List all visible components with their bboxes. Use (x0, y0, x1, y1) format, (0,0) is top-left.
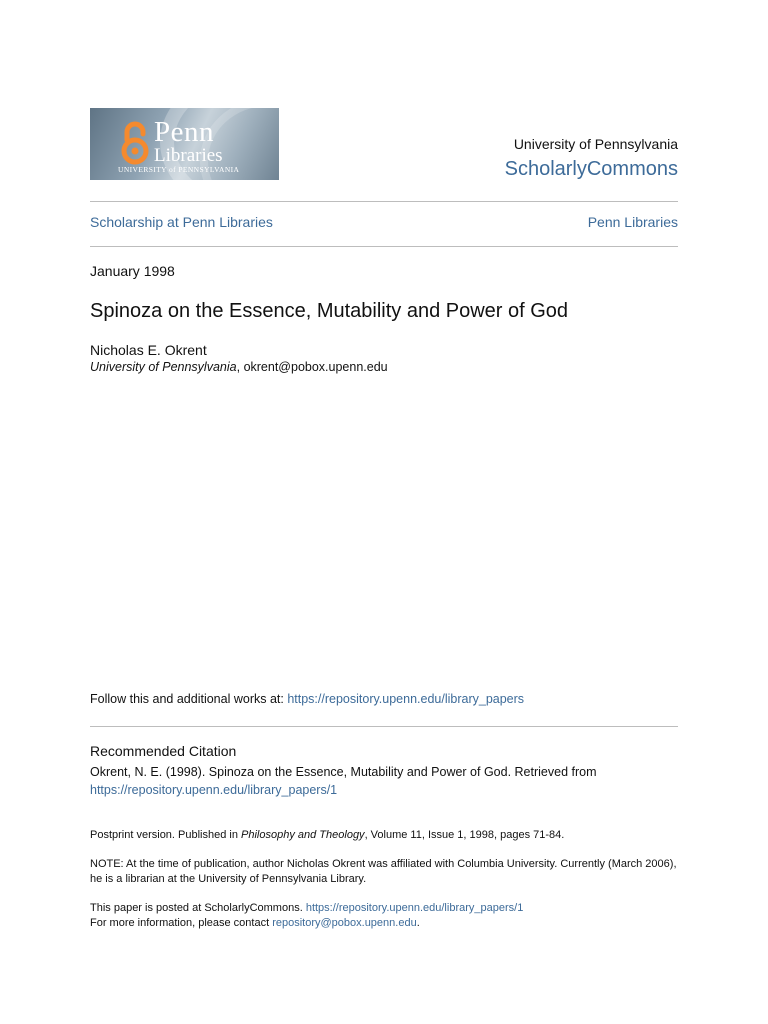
follow-line (90, 692, 524, 706)
cover-page (90, 0, 678, 1024)
logo-subtitle: UNIVERSITY of PENNSYLVANIA (118, 165, 240, 174)
article-title: Spinoza on the Essence, Mutability and Power of God (90, 300, 569, 322)
publication-date: January 1998 (90, 263, 175, 279)
author-email: okrent@pobox.upenn.edu (243, 360, 388, 374)
citation-body: Okrent, N. E. (1998). Spinoza on the Essence, Mutability and Power of God. Retrieved from (90, 765, 597, 779)
contact-prefix: For more information, please contact (90, 917, 273, 929)
affiliation-note: NOTE: At the time of publication, author Nicholas Okrent was affiliated with Columbia University. Currently (March 2006), he is a librarian at the University of Pennsylvania Library. (90, 858, 677, 885)
author-affiliation (90, 360, 388, 374)
scholarship-at-penn-libraries-link[interactable]: Scholarship at Penn Libraries (90, 214, 273, 230)
library-papers-link[interactable]: https://repository.upenn.edu/library_papers (287, 692, 525, 706)
author-name: Nicholas E. Okrent (90, 342, 207, 358)
institution-name: University of Pennsylvania (513, 136, 678, 152)
penn-libraries-logo[interactable] (90, 108, 279, 180)
divider (90, 246, 678, 247)
postprint-prefix: Postprint version. Published in (90, 829, 242, 841)
contact-email-link[interactable]: repository@pobox.upenn.edu (272, 917, 417, 929)
citation-link[interactable]: https://repository.upenn.edu/library_papers/1 (90, 783, 338, 797)
postprint-note (90, 828, 678, 843)
follow-text: Follow this and additional works at: (90, 692, 288, 706)
posted-note (90, 901, 678, 931)
open-access-lock-icon (118, 120, 152, 166)
recommended-citation-heading: Recommended Citation (90, 743, 237, 759)
scholarlycommons-link[interactable]: ScholarlyCommons (504, 158, 678, 180)
contact-suffix: . (416, 917, 420, 929)
divider (90, 201, 678, 202)
postprint-suffix: , Volume 11, Issue 1, 1998, pages 71-84. (364, 829, 565, 841)
logo-word-libraries: Libraries (154, 145, 223, 166)
journal-name: Philosophy and Theology (241, 829, 365, 841)
posted-prefix: This paper is posted at ScholarlyCommons. (90, 902, 306, 914)
divider (90, 726, 678, 727)
affiliation-separator: , (236, 360, 244, 374)
logo-word-penn: Penn (154, 116, 214, 148)
penn-libraries-link[interactable]: Penn Libraries (587, 214, 678, 230)
posted-paper-link[interactable]: https://repository.upenn.edu/library_papers/1 (305, 902, 524, 914)
citation-text (90, 763, 678, 799)
affiliation-institution: University of Pennsylvania (90, 360, 237, 374)
